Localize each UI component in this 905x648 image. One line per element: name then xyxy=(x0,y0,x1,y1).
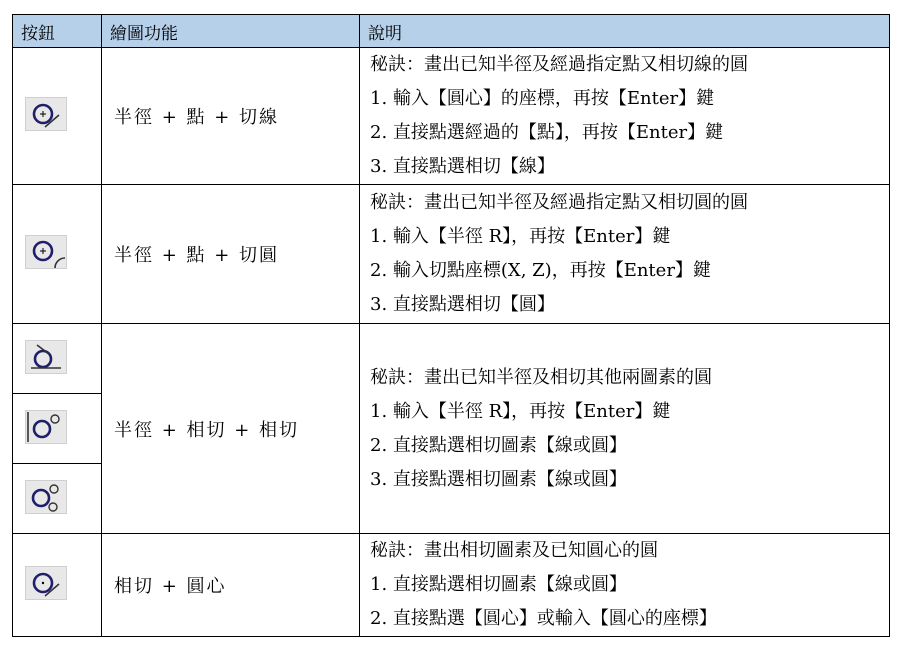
description-step: 2. 直接點選相切圖素【線或圓】 xyxy=(370,434,627,456)
description-tip: 秘訣：畫出相切圖素及已知圓心的圓 xyxy=(370,540,658,561)
table-header-row xyxy=(13,15,890,48)
circle-tangent-center-icon[interactable] xyxy=(25,566,67,600)
description-step: 1. 直接點選相切圖素【線或圓】 xyxy=(370,574,627,595)
function-name: 半徑 + 相切 + 相切 xyxy=(102,324,360,534)
header-description: 說明 xyxy=(360,15,890,48)
circle-radius-point-tangent-circle-icon[interactable] xyxy=(25,235,67,269)
button-cell xyxy=(13,534,102,637)
function-name: 相切 + 圓心 xyxy=(102,534,360,637)
description-cell xyxy=(360,185,890,324)
header-button: 按鈕 xyxy=(13,15,102,48)
header-function: 繪圖功能 xyxy=(102,15,360,48)
button-cell xyxy=(13,324,102,394)
description-tip: 秘訣：畫出已知半徑及經過指定點又相切圓的圓 xyxy=(370,192,748,213)
circle-radius-point-tangent-line-icon[interactable] xyxy=(25,97,67,131)
description-step: 1. 輸入【半徑 R】，再按【Enter】鍵 xyxy=(370,226,671,247)
table-row xyxy=(13,48,890,185)
function-name: 半徑 + 點 + 切圓 xyxy=(102,185,360,324)
description-tip: 秘訣：畫出已知半徑及經過指定點又相切線的圓 xyxy=(370,54,748,75)
function-name: 半徑 + 點 + 切線 xyxy=(102,48,360,185)
table-row xyxy=(13,534,890,637)
button-cell xyxy=(13,48,102,185)
description-step: 3. 直接點選相切【圓】 xyxy=(370,294,555,315)
circle-tangent-line-circle-icon[interactable] xyxy=(25,410,67,444)
description-step: 1. 輸入【半徑 R】，再按【Enter】鍵 xyxy=(370,400,671,422)
description-step: 1. 輸入【圓心】的座標，再按【Enter】鍵 xyxy=(370,88,715,109)
table-row xyxy=(13,324,890,394)
button-cell xyxy=(13,185,102,324)
description-step: 3. 直接點選相切【線】 xyxy=(370,156,555,177)
description-step: 2. 直接點選經過的【點】，再按【Enter】鍵 xyxy=(370,122,724,143)
button-cell xyxy=(13,394,102,464)
table-row xyxy=(13,185,890,324)
circle-tangent-line-line-icon[interactable] xyxy=(25,340,67,374)
description-tip: 秘訣：畫出已知半徑及相切其他兩圖素的圓 xyxy=(370,366,712,388)
description-step: 2. 輸入切點座標(X, Z)，再按【Enter】鍵 xyxy=(370,260,711,281)
description-cell xyxy=(360,324,890,534)
description-cell xyxy=(360,534,890,637)
drawing-functions-table xyxy=(12,14,890,637)
circle-tangent-circle-circle-icon[interactable] xyxy=(25,480,67,514)
description-step: 3. 直接點選相切圖素【線或圓】 xyxy=(370,468,627,490)
description-step: 2. 直接點選【圓心】或輸入【圓心的座標】 xyxy=(370,608,717,629)
description-cell xyxy=(360,48,890,185)
button-cell xyxy=(13,464,102,534)
